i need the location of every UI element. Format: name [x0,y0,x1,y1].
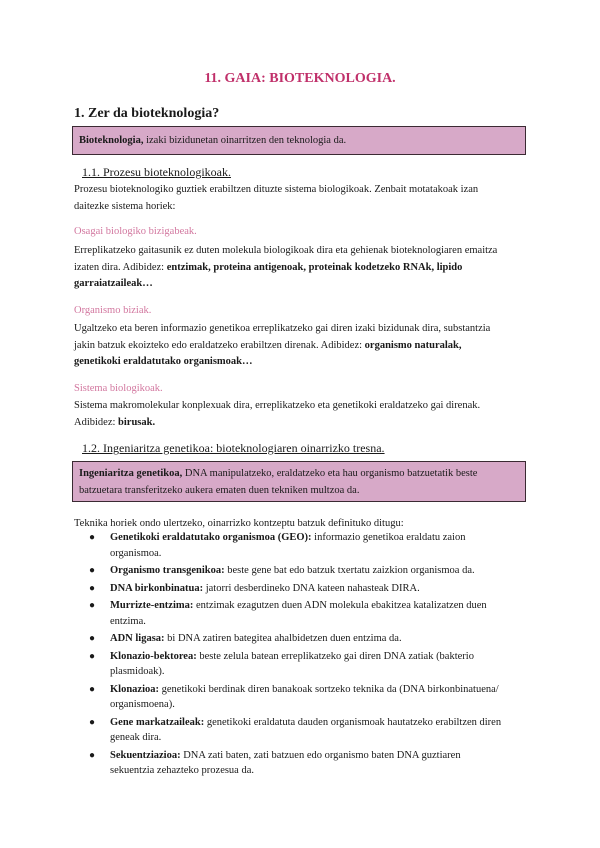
bullet-icon: ● [89,633,96,644]
term: Klonazioa: [110,683,159,695]
term: Sekuentziazioa: [110,749,181,761]
list-item [72,748,532,779]
term-definition: genetikoki eraldatuta dauden organismoak hautatzeko erabiltzen diren [204,716,502,728]
list-item [72,598,532,629]
term-definition: sekuentzia zehazteko prozesua da. [110,765,255,776]
list-item [72,581,532,597]
intro-line: daitezke sistema horiek: [74,200,176,212]
term: ADN ligasa: [110,633,165,644]
section-1-heading: 1. Zer da bioteknologia? [74,106,220,121]
term-definition: beste gene bat edo batzuk txertatu zaizkion organismoa da. [224,565,475,576]
paragraph-line: Sistema makromolekular konplexuak dira, erreplikatzeko eta genetikoki eraldatzeko gai direnak. [74,400,481,411]
list-item [72,563,532,579]
examples-bold: birusak. [118,416,156,428]
term: Organismo transgenikoa: [110,565,225,576]
term: Klonazio-bektorea: [110,650,197,662]
bullet-icon: ● [89,683,96,695]
examples-bold: organismo naturalak, [364,339,462,351]
term-definition: DNA zati baten, zati batzuen edo organismo baten DNA guztiaren [180,749,461,761]
subheading-osagai: Osagai biologiko bizigabeak. [74,226,197,237]
list-item [72,530,532,561]
definition-box-bioteknologia [72,126,526,155]
page-title: 11. GAIA: BIOTEKNOLOGIA. [204,71,396,86]
definition-text: batzuetara transferitzeko aukera ematen duen tekniken multzoa da. [79,485,360,496]
term-definition: organismoa. [110,547,162,559]
bullet-icon: ● [89,565,96,576]
term-definition: genetikoki berdinak diren banakoak sortzeko teknika da (DNA birkonbinatuena/ [159,683,499,695]
concepts-list [72,530,532,781]
definition-term: Bioteknologia, [79,135,144,146]
term-definition: beste zelula batean erreplikatzeko gai diren DNA zatiak (bakterio [196,650,474,662]
paragraph-line: Ugaltzeko eta beren informazio genetikoa erreplikatzeko gai diren izaki bizidunak dira, substantzia [74,323,491,334]
paragraph-line: izaten dira. Adibidez: [74,261,167,273]
bullet-icon: ● [89,716,96,728]
section-1-2-heading: 1.2. Ingeniaritza genetikoa: bioteknologiaren oinarrizko tresna. [82,441,385,455]
list-item [72,631,532,647]
list-item [72,649,532,680]
term-definition: informazio genetikoa eraldatu zaion [311,532,466,543]
term-definition: plasmidoak). [110,666,165,677]
concepts-intro: Teknika horiek ondo ulertzeko, oinarrizko kontzeptu batzuk definituko ditugu: [74,518,404,529]
intro-line: Prozesu bioteknologiko guztiek erabiltzen dituzte sistema biologikoak. Zenbait motatakoak izan [74,184,479,195]
examples-bold: entzimak, proteina antigenoak, proteinak kodetzeko RNAk, lipido [166,261,463,273]
paragraph-organismo [74,321,534,371]
examples-bold: garraiatzaileak… [74,278,153,289]
term-definition: geneak dira. [110,732,162,743]
term-definition: organismoena). [110,699,175,710]
list-item [72,715,532,746]
paragraph-line: jakin batzuk ekoizteko edo eraldatzeko erabiltzen direnak. Adibidez: [74,339,365,351]
term: DNA birkonbinatua: [110,582,204,594]
paragraph-line: Adibidez: [74,416,119,428]
subheading-organismo: Organismo biziak. [74,305,152,316]
term-definition: entzimak ezagutzen duen ADN molekula ebakitzea katalizatzen duen [193,600,487,611]
bullet-icon: ● [89,749,96,761]
definition-box-ingeniaritza [72,461,526,502]
term-definition: jatorri desberdineko DNA kateen nahasteak DIRA. [203,582,420,594]
section-1-1-heading: 1.1. Prozesu bioteknologikoak. [82,165,231,179]
list-item [72,682,532,713]
section-1-1-intro [74,182,534,215]
paragraph-osagai [74,243,534,293]
paragraph-sistema [74,398,534,431]
definition-text: DNA manipulatzeko, eraldatzeko eta hau organismo batzuetatik beste [182,468,478,479]
term-definition: bi DNA zatiren bategitea ahalbidetzen duen entzima da. [164,633,402,644]
bullet-icon: ● [89,600,96,611]
definition-term: Ingeniaritza genetikoa, [79,468,183,479]
definition-text: izaki bizidunetan oinarritzen den teknologia da. [143,135,347,146]
paragraph-line: Erreplikatzeko gaitasunik ez duten molekula biologikoak dira eta gehienak bioteknologiaren emaitza [74,245,498,256]
bullet-icon: ● [89,582,96,594]
term: Gene markatzaileak: [110,716,205,728]
term: Genetikoki eraldatutako organismoa (GEO): [110,532,312,543]
term: Murrizte-entzima: [110,600,194,611]
subheading-sistema: Sistema biologikoak. [74,383,163,394]
bullet-icon: ● [89,532,96,543]
bullet-icon: ● [89,650,96,662]
examples-bold: genetikoki eraldatutako organismoak… [74,356,253,367]
term-definition: entzima. [110,615,146,627]
